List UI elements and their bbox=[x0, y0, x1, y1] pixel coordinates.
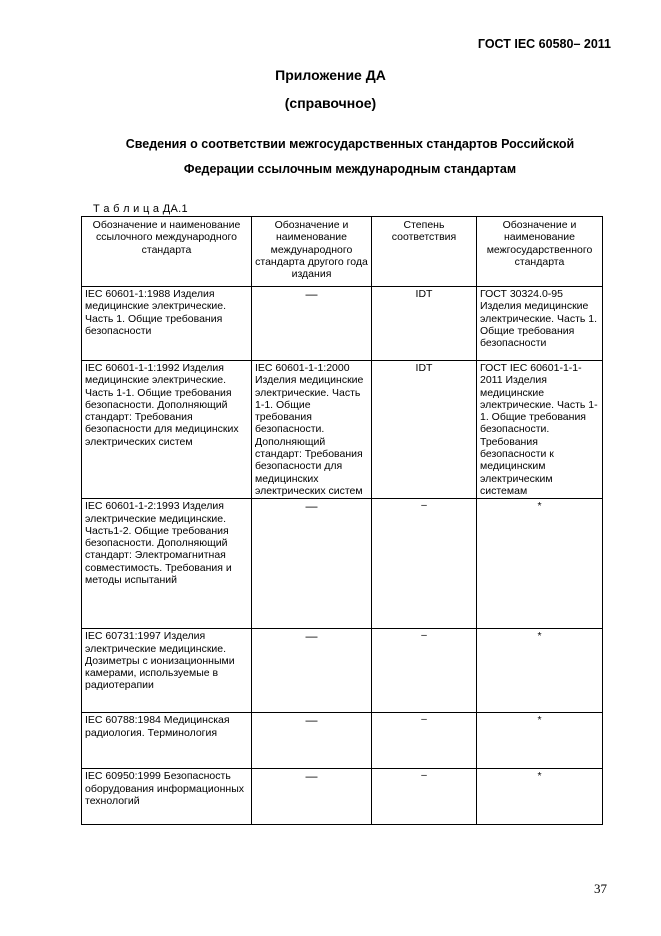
appendix-title: Приложение ДА bbox=[275, 67, 386, 83]
gost-standard-cell: * bbox=[477, 769, 603, 825]
ref-standard-cell: IEC 60601-1-1:1992 Изделия медицинские электрические. Часть 1-1. Общие требования безопасности. Дополняющий стандарт: Требования безопасности для медицинских электрических систем bbox=[82, 361, 252, 499]
page-number: 37 bbox=[594, 881, 607, 896]
degree-cell: – bbox=[372, 499, 477, 629]
column-header: Обозначение и наименование межгосударственного стандарта bbox=[477, 217, 603, 287]
other-year-standard-cell: — bbox=[252, 713, 372, 769]
degree-cell: – bbox=[372, 629, 477, 713]
table-row bbox=[82, 361, 603, 499]
other-year-standard-cell: — bbox=[252, 629, 372, 713]
ref-standard-cell: IEC 60601-1-2:1993 Изделия электрические медицинские. Часть1-2. Общие требования безопасности. Дополняющий стандарт: Электромагнитная совместимость. Требования и методы испытаний bbox=[82, 499, 252, 629]
other-year-standard-cell: — bbox=[252, 769, 372, 825]
document-code: ГОСТ IEC 60580– 2011 bbox=[477, 37, 611, 51]
gost-standard-cell: * bbox=[477, 629, 603, 713]
gost-standard-cell: * bbox=[477, 713, 603, 769]
other-year-standard-cell: IEC 60601-1-1:2000 Изделия медицинские электрические. Часть 1-1. Общие требования безопасности. Дополняющий стандарт: Требования безопасности для медицинских электрических систем bbox=[252, 361, 372, 499]
column-header: Обозначение и наименование ссылочного международного стандарта bbox=[82, 217, 252, 287]
ref-standard-cell: IEC 60950:1999 Безопасность оборудования информационных технологий bbox=[82, 769, 252, 825]
column-header: Обозначение и наименование международного стандарта другого года издания bbox=[252, 217, 372, 287]
ref-standard-cell: IEC 60601-1:1988 Изделия медицинские электрические. Часть 1. Общие требования безопасности bbox=[82, 287, 252, 361]
appendix-subtitle: (справочное) bbox=[284, 95, 377, 111]
table-row bbox=[82, 499, 603, 629]
degree-cell: IDT bbox=[372, 287, 477, 361]
table-row bbox=[82, 287, 603, 361]
other-year-standard-cell: — bbox=[252, 499, 372, 629]
table-row bbox=[82, 629, 603, 713]
gost-standard-cell: ГОСТ 30324.0-95 Изделия медицинские электрические. Часть 1. Общие требования безопасности bbox=[477, 287, 603, 361]
gost-standard-cell: ГОСТ IEC 60601-1-1-2011 Изделия медицинские электрические. Часть 1-1. Общие требования безопасности. Требования безопасности к медицинским электрическим системам bbox=[477, 361, 603, 499]
ref-standard-cell: IEC 60731:1997 Изделия электрические медицинские. Дозиметры с ионизационными камерами, используемые в радиотерапии bbox=[82, 629, 252, 713]
table-row bbox=[82, 713, 603, 769]
degree-cell: – bbox=[372, 769, 477, 825]
table-row bbox=[82, 769, 603, 825]
standards-table bbox=[81, 216, 603, 825]
table-caption: Т а б л и ц а ДА.1 bbox=[93, 203, 188, 215]
table-header-row bbox=[82, 217, 603, 287]
ref-standard-cell: IEC 60788:1984 Медицинская радиология. Терминология bbox=[82, 713, 252, 769]
column-header: Степень соответствия bbox=[372, 217, 477, 287]
degree-cell: – bbox=[372, 713, 477, 769]
degree-cell: IDT bbox=[372, 361, 477, 499]
section-heading: Сведения о соответствии межгосударственных стандартов Российской Федерации ссылочным международным стандартам bbox=[125, 137, 575, 176]
gost-standard-cell: * bbox=[477, 499, 603, 629]
other-year-standard-cell: — bbox=[252, 287, 372, 361]
